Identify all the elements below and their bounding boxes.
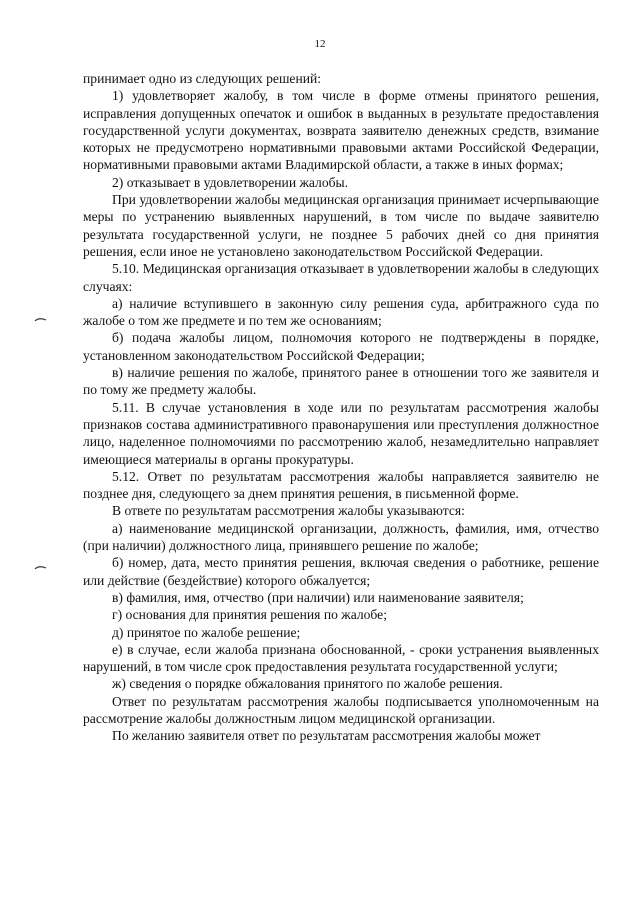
paragraph: в) фамилия, имя, отчество (при наличии) или наименование заявителя; [112,589,524,605]
paragraph: а) наименование медицинской организации, должность, фамилия, имя, отчество (при наличии) должностного лица, принявшего решение по жалобе; [83,520,599,554]
paragraph: ж) сведения о порядке обжалования принятого по жалобе решения. [112,676,503,692]
margin-mark [34,565,47,571]
paragraph: г) основания для принятия решения по жалобе; [112,607,387,623]
paragraph: 5.11. В случае установления в ходе или по результатам рассмотрения жалобы признаков состава административного правонарушения или преступления должностное лицо, наделенное полномочиями по рассмотрению жалоб, незамедлительно направляет имеющиеся материалы в органы прокуратуры. [83,399,599,467]
paragraph: 5.10. Медицинская организация отказывает в удовлетворении жалобы в следующих случаях: [83,261,599,294]
paragraph: В ответе по результатам рассмотрения жалобы указываются: [112,503,465,519]
paragraph: По желанию заявителя ответ по результатам рассмотрения жалобы может [112,728,541,744]
paragraph: 1) удовлетворяет жалобу, в том числе в форме отмены принятого решения, исправления допущенных опечаток и ошибок в выданных в результате предоставления государственной услуги документах, возврата заявителю денежных средств, взимание которых не предусмотрено нормативными правовыми актами Российской Федерации, нормативными правовыми актами Владимирской области, а также в иных формах; [83,88,599,173]
paragraph: а) наличие вступившего в законную силу решения суда, арбитражного суда по жалобе о том же предмете и по тем же основаниям; [83,295,599,329]
paragraph: в) наличие решения по жалобе, принятого ранее в отношении того же заявителя и по тому же предмету жалобы. [83,365,599,398]
margin-mark [34,317,47,323]
paragraph: 5.12. Ответ по результатам рассмотрения жалобы направляется заявителю не позднее дня, следующего за днем принятия решения, в письменной форме. [83,468,599,502]
paragraph: принимает одно из следующих решений: [83,71,322,86]
document-body [83,70,599,745]
paragraph: д) принятое по жалобе решение; [112,624,301,640]
paragraph: 2) отказывает в удовлетворении жалобы. [112,174,349,190]
paragraph: При удовлетворении жалобы медицинская организация принимает исчерпывающие меры по устранению выявленных нарушений, в том числе по выдаче заявителю результата государственной услуги, не позднее 5 рабочих дней со дня принятия решения, если иное не установлено законодательством Российской Федерации. [83,192,599,259]
paragraph: е) в случае, если жалоба признана обоснованной, - сроки устранения выявленных нарушений, в том числе срок предоставления результата государственной услуги; [83,641,599,675]
paragraph: б) подача жалобы лицом, полномочия которого не подтверждены в порядке, установленном законодательством Российской Федерации; [83,330,599,363]
page-number: 12 [314,38,326,50]
paragraph: б) номер, дата, место принятия решения, включая сведения о работнике, решение или действие (бездействие) которого обжалуется; [83,555,599,588]
paragraph: Ответ по результатам рассмотрения жалобы подписывается уполномоченным на рассмотрение жалобы должностным лицом медицинской организации. [83,693,599,726]
